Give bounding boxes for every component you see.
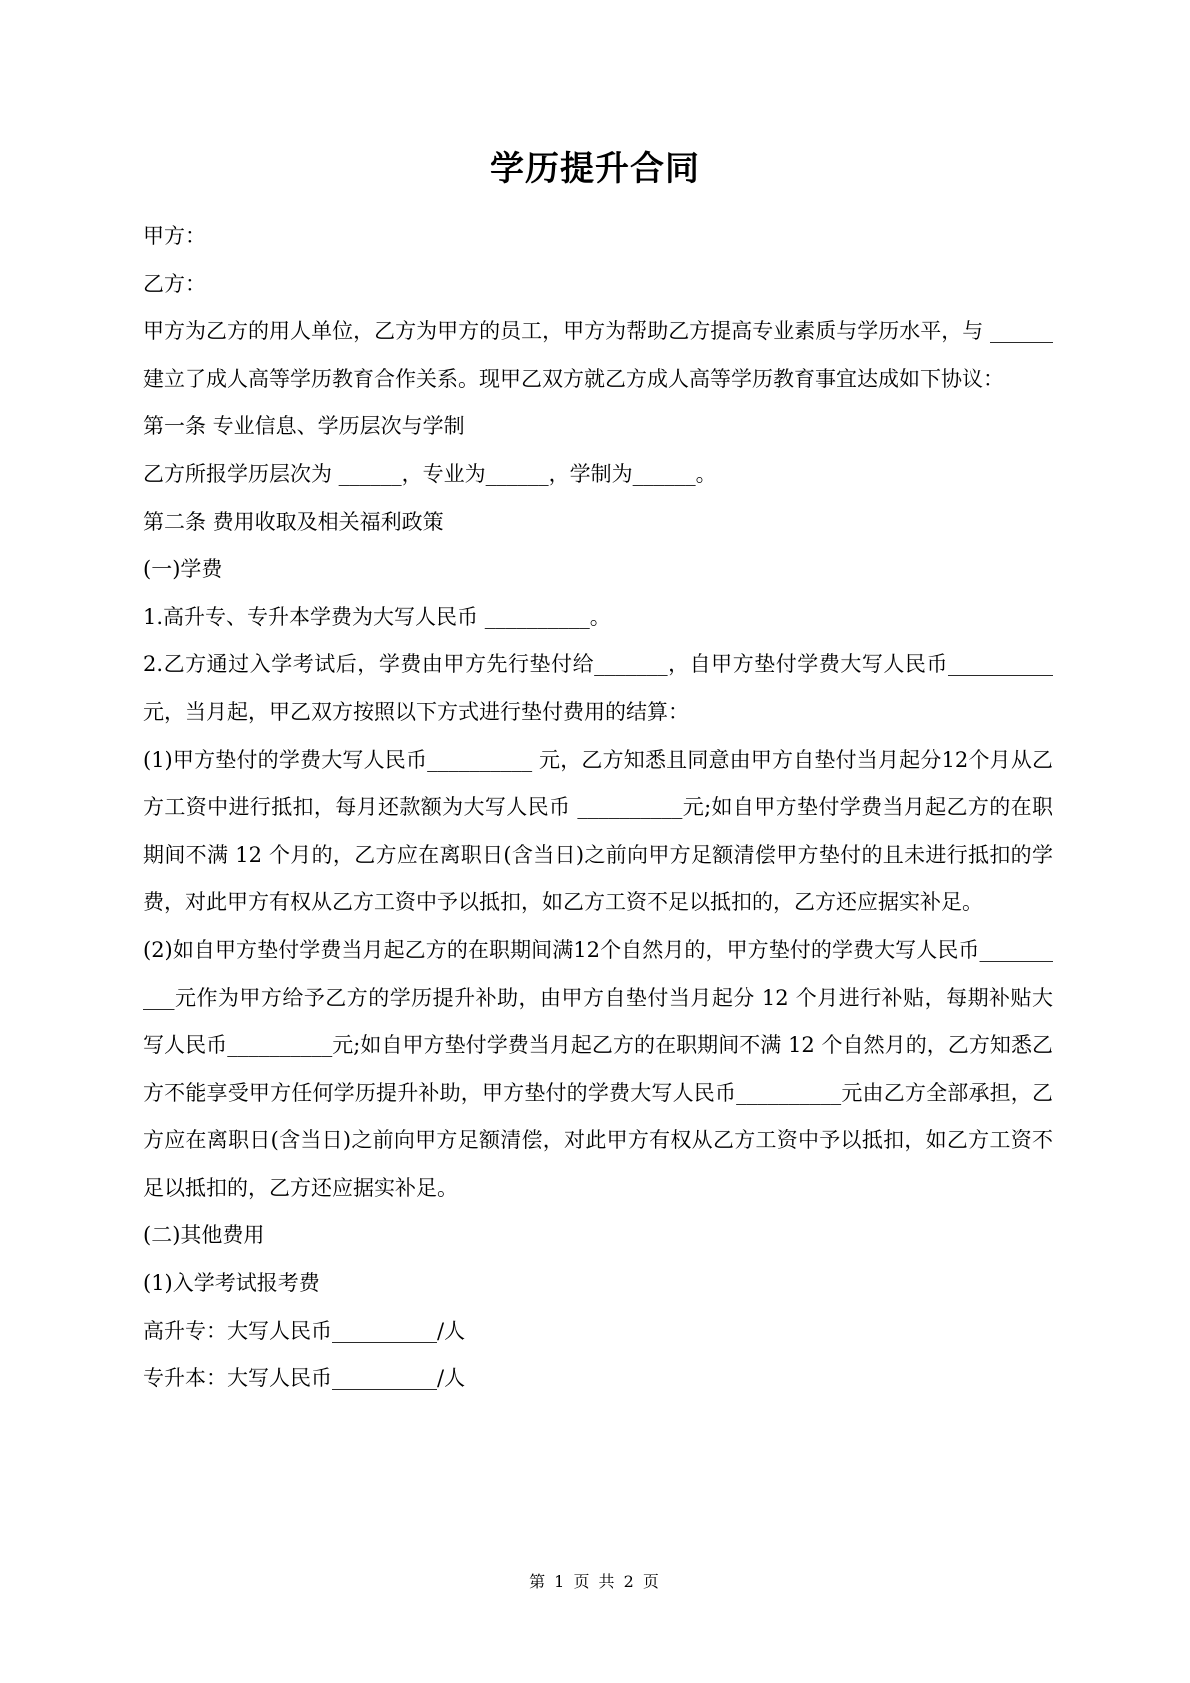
- preamble-paragraph: 甲方为乙方的用人单位，乙方为甲方的员工，甲方为帮助乙方提高专业素质与学历水平，与 ______建立了成人高等学历教育合作关系。现甲乙双方就乙方成人高等学历教育事宜达成如下协议：: [143, 319, 1053, 391]
- party-a-line: 甲方：: [143, 224, 206, 248]
- settlement-clause-2: (2)如自甲方垫付学费当月起乙方的在职期间满12个自然月的，甲方垫付的学费大写人民币__________元作为甲方给予乙方的学历提升补助，由甲方自垫付当月起分 12 个月进行补贴，每期补贴大写人民币__________元;如自甲方垫付学费当月起乙方的在职期间不满 12 个自然月的，乙方知悉乙方不能享受甲方任何学历提升补助，甲方垫付的学费大写人民币__________元由乙方全部承担，乙方应在离职日(含当日)之前向甲方足额清偿，对此甲方有权从乙方工资中予以抵扣，如乙方工资不足以抵扣的，乙方还应据实补足。: [143, 937, 1053, 1200]
- page-number-footer: 第 1 页 共 2 页: [529, 1572, 661, 1591]
- exam-fee-associate: 高升专：大写人民币__________/人: [143, 1318, 466, 1343]
- document-body: [143, 213, 1053, 1403]
- article-2-heading: 第二条 费用收取及相关福利政策: [143, 509, 444, 534]
- document-title: 学历提升合同: [490, 149, 700, 189]
- exam-fee-bachelor: 专升本：大写人民币__________/人: [143, 1366, 466, 1391]
- exam-fee-heading: (1)入学考试报考费: [143, 1271, 320, 1296]
- tuition-item-1: 1.高升专、专升本学费为大写人民币 __________。: [143, 604, 611, 629]
- tuition-item-2: 2.乙方通过入学考试后，学费由甲方先行垫付给_______，自甲方垫付学费大写人民币__________ 元，当月起，甲乙双方按照以下方式进行垫付费用的结算：: [143, 652, 1053, 724]
- party-b-line: 乙方：: [143, 271, 206, 296]
- article-1-text: 乙方所报学历层次为 ______，专业为______，学制为______。: [143, 461, 717, 486]
- settlement-clause-1: (1)甲方垫付的学费大写人民币__________ 元，乙方知悉且同意由甲方自垫付当月起分12个月从乙方工资中进行抵扣，每月还款额为大写人民币 __________元;如自甲方垫付学费当月起乙方的在职期间不满 12 个月的，乙方应在离职日(含当日)之前向甲方足额清偿甲方垫付的且未进行抵扣的学费，对此甲方有权从乙方工资中予以抵扣，如乙方工资不足以抵扣的，乙方还应据实补足。: [143, 747, 1053, 915]
- section-tuition-heading: (一)学费: [143, 557, 223, 582]
- article-1-heading: 第一条 专业信息、学历层次与学制: [143, 414, 465, 439]
- section-other-fees-heading: (二)其他费用: [143, 1223, 265, 1248]
